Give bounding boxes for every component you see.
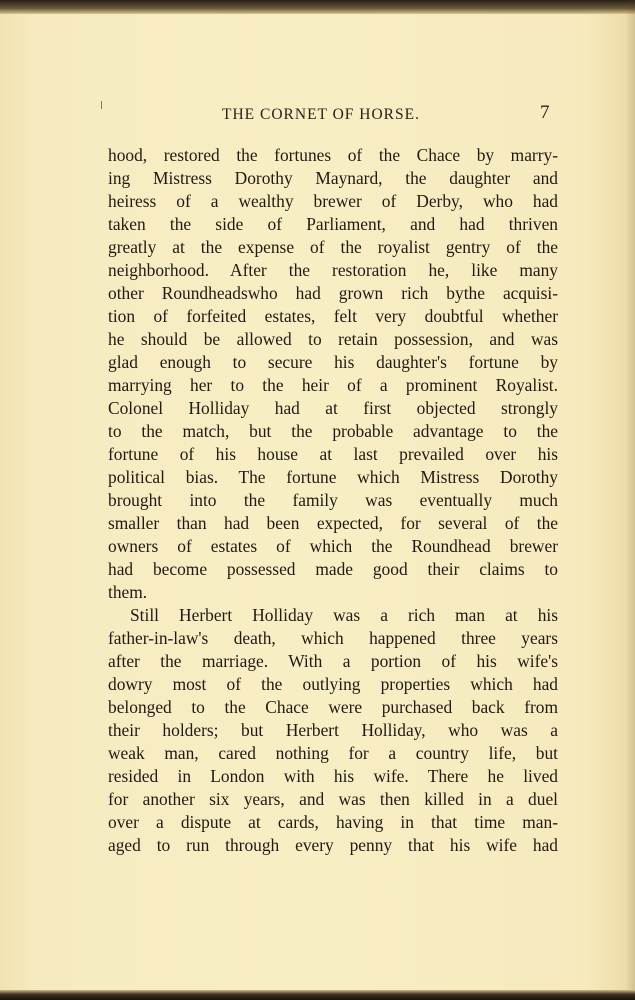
text-line: after the marriage. With a portion of his wife's xyxy=(108,651,558,671)
text-line: dowry most of the outlying properties which had xyxy=(108,674,558,694)
text-line: he should be allowed to retain possession, and was xyxy=(108,329,558,349)
text-line: political bias. The fortune which Mistress Dorothy xyxy=(108,467,558,487)
margin-mark xyxy=(101,101,102,109)
text-line: other Roundheadswho had grown rich bythe acquisi- xyxy=(108,283,558,303)
text-line: brought into the family was eventually much xyxy=(108,490,558,510)
page-top-edge xyxy=(0,0,635,14)
page-gutter-shadow xyxy=(625,0,635,1000)
text-line: tion of forfeited estates, felt very doubtful whether xyxy=(108,306,558,326)
running-head-title: THE CORNET OF HORSE. xyxy=(222,106,420,123)
text-line: over a dispute at cards, having in that time man- xyxy=(108,812,558,832)
text-line: owners of estates of which the Roundhead brewer xyxy=(108,536,558,556)
text-line: smaller than had been expected, for several of the xyxy=(108,513,558,533)
text-line: them. xyxy=(108,582,148,602)
text-line: ing Mistress Dorothy Maynard, the daughter and xyxy=(108,168,558,188)
text-line: fortune of his house at last prevailed over his xyxy=(108,444,558,464)
page-number: 7 xyxy=(540,102,550,123)
text-line: had become possessed made good their claims to xyxy=(108,559,558,579)
text-line: father-in-law's death, which happened three years xyxy=(108,628,558,648)
text-line: taken the side of Parliament, and had thriven xyxy=(108,214,558,234)
text-line: weak man, cared nothing for a country life, but xyxy=(108,743,558,763)
text-line: Colonel Holliday had at first objected strongly xyxy=(108,398,558,418)
text-line: for another six years, and was then killed in a duel xyxy=(108,789,558,809)
text-line: aged to run through every penny that his wife had xyxy=(108,835,558,855)
text-line: heiress of a wealthy brewer of Derby, who had xyxy=(108,191,558,211)
text-line: their holders; but Herbert Holliday, who was a xyxy=(108,720,558,740)
page-bottom-edge xyxy=(0,990,635,1000)
text-line: resided in London with his wife. There he lived xyxy=(108,766,558,786)
body-text xyxy=(108,144,558,857)
text-line: hood, restored the fortunes of the Chace by marry- xyxy=(108,145,558,165)
text-line: to the match, but the probable advantage to the xyxy=(108,421,558,441)
text-line: Still Herbert Holliday was a rich man at his xyxy=(130,605,558,625)
text-line: neighborhood. After the restoration he, like many xyxy=(108,260,558,280)
text-line: greatly at the expense of the royalist gentry of the xyxy=(108,237,558,257)
text-line: marrying her to the heir of a prominent Royalist. xyxy=(108,375,558,395)
text-line: belonged to the Chace were purchased back from xyxy=(108,697,558,717)
text-line: glad enough to secure his daughter's fortune by xyxy=(108,352,558,372)
